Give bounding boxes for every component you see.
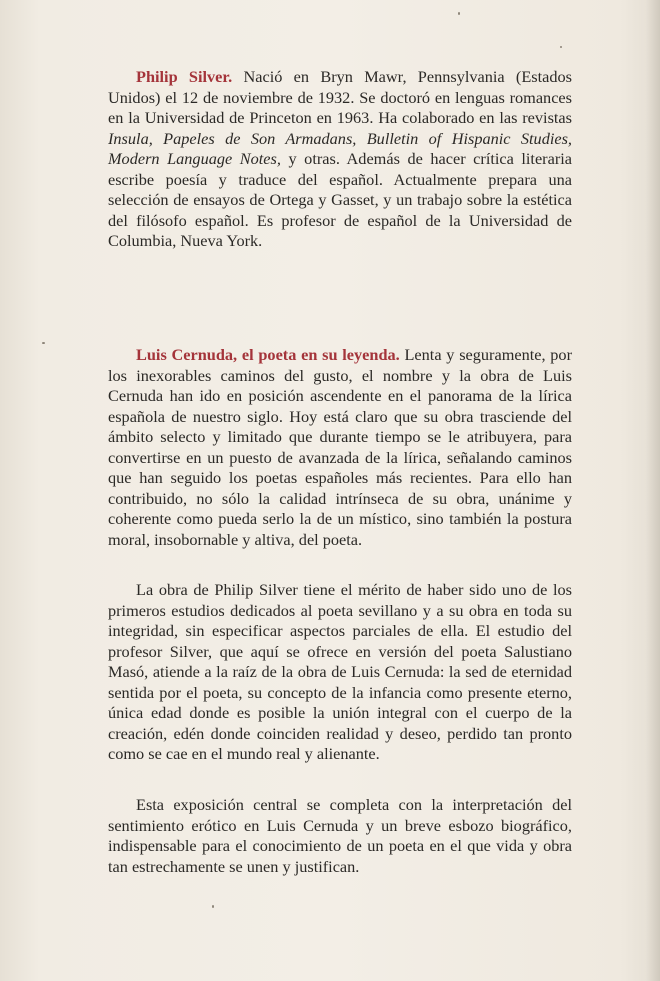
bio-text-part1: Nació en Bryn Mawr, Pennsylvania (Estados Unidos) el 12 de noviembre de 1932. Se doctoró en lenguas romances en la Universidad de Princeton en 1963. Ha colaborado en las revistas bbox=[108, 67, 572, 127]
summary-paragraph-2: La obra de Philip Silver tiene el mérito de haber sido uno de los primeros estudios dedicados al poeta sevillano y a su obra en toda su integridad, sin especificar aspectos parciales de ella. El estudio del profesor Silver, que aquí se ofrece en versión del poeta Salustiano Masó, atiende a la raíz de la obra de Luis Cernuda: la sed de eternidad sentida por el poeta, su concepto de la infancia como presente eterno, única edad donde es posible la unión integral con el cuerpo de la creación, edén donde coinciden realidad y deseo, perdido tan pronto como se cae en el mundo real y alienante. bbox=[108, 580, 572, 763]
paper-speck bbox=[560, 46, 562, 48]
author-name: Philip Silver. bbox=[136, 67, 233, 86]
paper-speck bbox=[458, 12, 460, 15]
book-title: Luis Cernuda, el poeta en su leyenda. bbox=[136, 345, 400, 364]
paper-speck bbox=[42, 342, 45, 344]
paper-speck bbox=[212, 905, 214, 908]
page-edge-shadow bbox=[646, 0, 660, 981]
author-bio bbox=[108, 67, 572, 252]
summary-paragraph-3: Esta exposición central se completa con la interpretación del sentimiento erótico en Luis Cernuda y un breve esbozo biográfico, indispensable para el conocimiento de un poeta en el que vida y obra tan estrechamente se unen y justifican. bbox=[108, 795, 572, 876]
bio-journals: Insula, Papeles de Son Armadans, Bulletin of Hispanic Studies, Modern Language Notes, bbox=[108, 128, 572, 168]
summary-paragraph-1 bbox=[108, 345, 572, 550]
summary-text-1: Lenta y seguramente, por los inexorables caminos del gusto, el nombre y la obra de Luis Cernuda han ido en posición ascendente en el panorama de la lírica española de nuestro siglo. Hoy está claro que su obra trasciende del ámbito selecto y limitado que durante tiempo se le atribuyera, para convertirse en un puesto de avanzada de la lírica, señalando caminos que han seguido los poetas españoles más recientes. Para ello han contribuido, no sólo la calidad intrínseca de su obra, unánime y coherente como pueda serlo la de un místico, sino también la postura moral, insobornable y altiva, del poeta. bbox=[108, 345, 572, 549]
bio-text-part2: y otras. Además de hacer crítica literaria escribe poesía y traduce del español. Actualmente prepara una selección de ensayos de Ortega y Gasset, y un trabajo sobre la estética del filósofo español. Es profesor de español de la Universidad de Columbia, Nueva York. bbox=[108, 149, 573, 250]
